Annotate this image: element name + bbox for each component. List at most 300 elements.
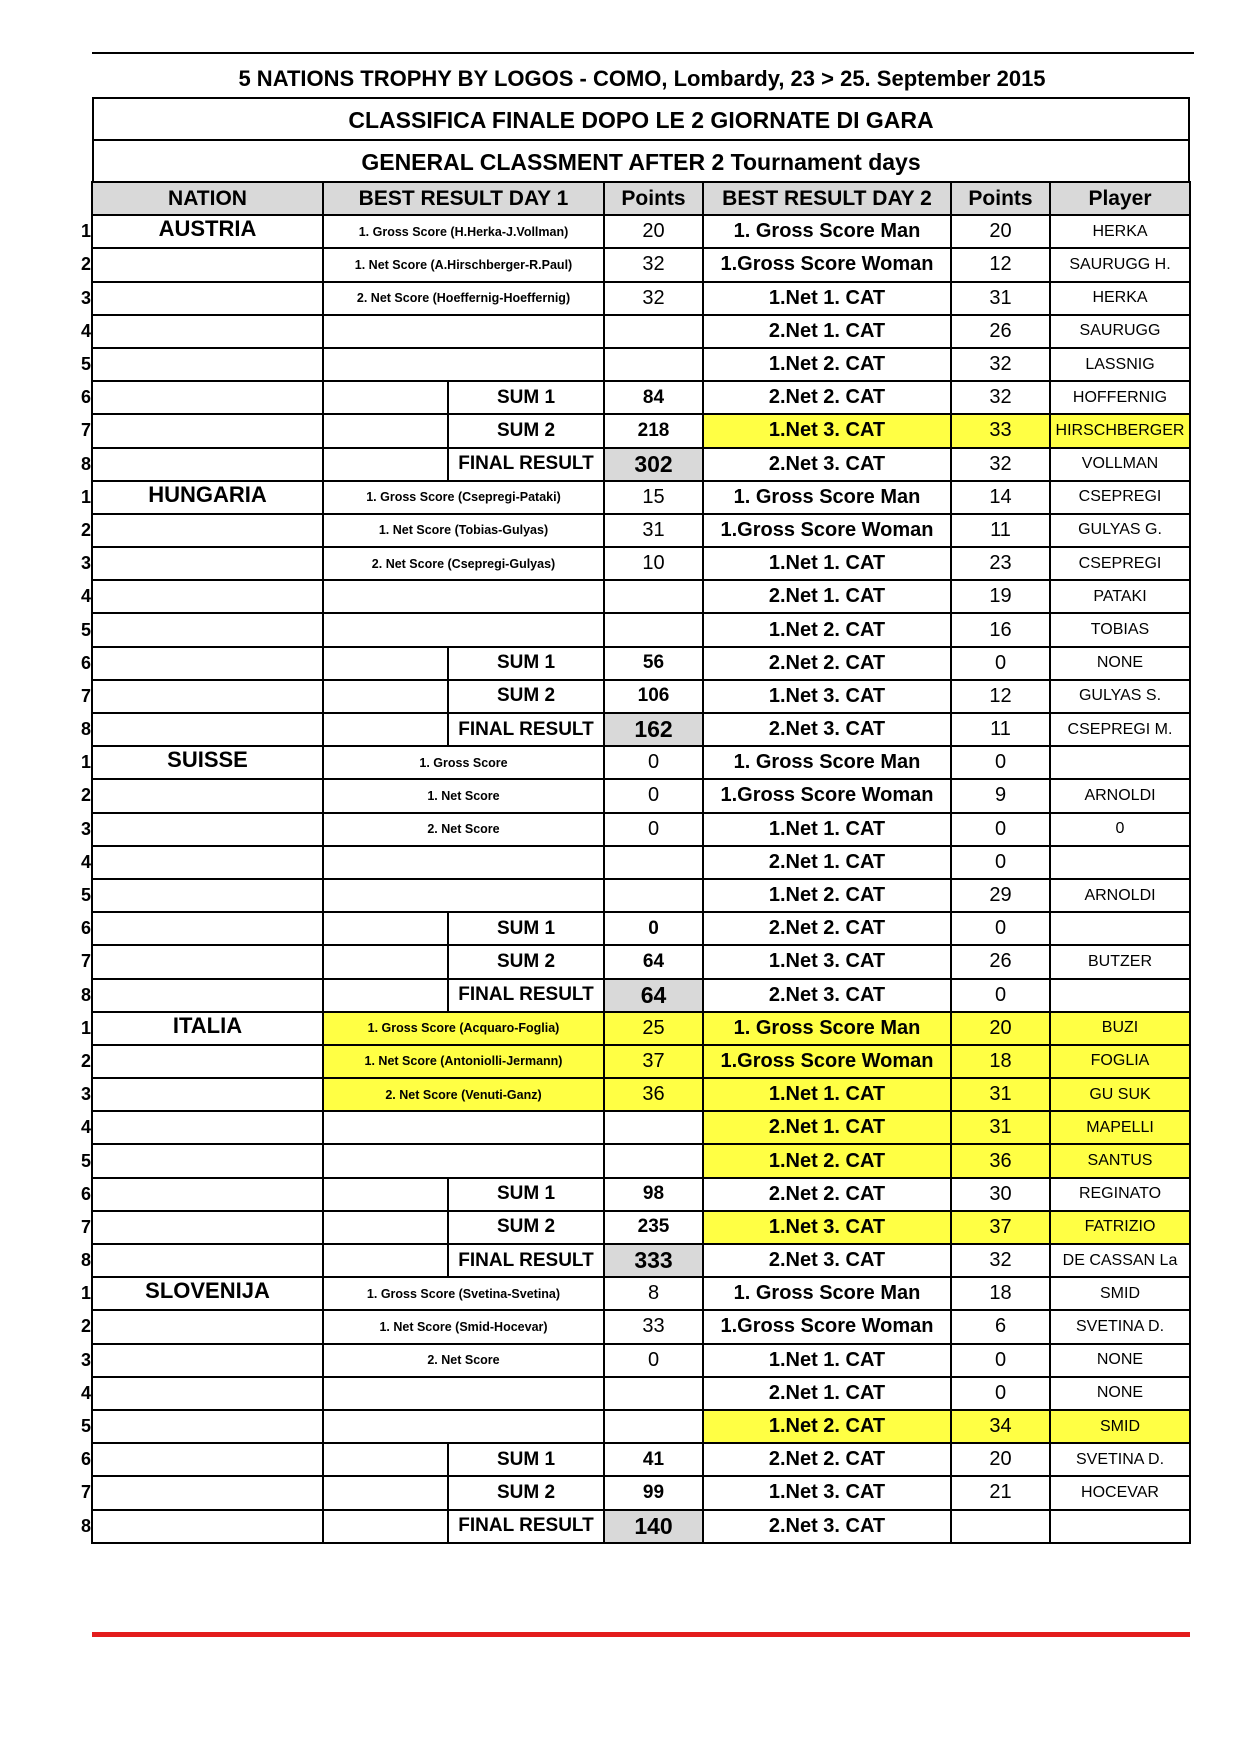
day2-result-label: 1.Net 2. CAT <box>703 1410 951 1443</box>
row-number: 2 <box>80 1316 91 1337</box>
player-name: SAURUGG H. <box>1050 248 1190 281</box>
day2-result-label: 1.Net 1. CAT <box>703 282 951 315</box>
nation-cell-empty <box>92 248 323 281</box>
player-name: HERKA <box>1050 282 1190 315</box>
day2-points: 11 <box>951 514 1050 547</box>
day1-empty <box>323 348 604 381</box>
table-row <box>60 680 1190 713</box>
nation-name: ITALIA <box>92 1012 323 1045</box>
day2-result-label: 1.Net 1. CAT <box>703 547 951 580</box>
sum-value: 98 <box>604 1178 703 1211</box>
sum-label: SUM 1 <box>448 381 604 414</box>
day1-points: 0 <box>604 813 703 846</box>
day2-points: 0 <box>951 912 1050 945</box>
row-number: 5 <box>80 619 91 640</box>
sum-label: SUM 2 <box>448 945 604 978</box>
final-result-label: FINAL RESULT <box>448 979 604 1012</box>
day1-points: 25 <box>604 1012 703 1045</box>
row-number: 8 <box>80 1515 91 1536</box>
sum-value: 218 <box>604 414 703 447</box>
row-number: 8 <box>80 719 91 740</box>
day1-empty <box>323 580 604 613</box>
player-name: CSEPREGI <box>1050 547 1190 580</box>
nation-name: AUSTRIA <box>92 215 323 248</box>
day2-result-label: 2.Net 2. CAT <box>703 1178 951 1211</box>
day1-points-empty <box>604 1377 703 1410</box>
day1-points: 0 <box>604 779 703 812</box>
page-title: 5 NATIONS TROPHY BY LOGOS - COMO, Lombardy, 23 > 25. September 2015 <box>238 66 1046 91</box>
day1-spacer <box>323 381 448 414</box>
table-row <box>60 1443 1190 1476</box>
table-row <box>60 1277 1190 1310</box>
day1-empty <box>323 1410 604 1443</box>
nation-cell-empty <box>92 647 323 680</box>
nation-cell-empty <box>92 1045 323 1078</box>
day2-points: 12 <box>951 248 1050 281</box>
day1-points-empty <box>604 613 703 646</box>
day1-points-empty <box>604 348 703 381</box>
nation-cell-empty <box>92 613 323 646</box>
table-row <box>60 1244 1190 1277</box>
day2-points: 0 <box>951 1377 1050 1410</box>
day2-points: 0 <box>951 813 1050 846</box>
day1-spacer <box>323 647 448 680</box>
sum-value: 235 <box>604 1211 703 1244</box>
day2-points: 20 <box>951 1012 1050 1045</box>
day2-points: 21 <box>951 1476 1050 1509</box>
subtitle-english: GENERAL CLASSMENT AFTER 2 Tournament days <box>92 139 1190 181</box>
player-name: FATRIZIO <box>1050 1211 1190 1244</box>
player-name <box>1050 1510 1190 1543</box>
player-name: NONE <box>1050 647 1190 680</box>
day2-result-label: 2.Net 2. CAT <box>703 647 951 680</box>
table-row <box>60 448 1190 481</box>
table-row <box>60 1410 1190 1443</box>
table-row <box>60 746 1190 779</box>
table-row <box>60 879 1190 912</box>
day2-points: 20 <box>951 215 1050 248</box>
row-number: 4 <box>80 1117 91 1138</box>
day1-spacer <box>323 1510 448 1543</box>
nation-cell-empty <box>92 1377 323 1410</box>
table-row <box>60 713 1190 746</box>
header-player: Player <box>1050 182 1190 215</box>
day2-points: 32 <box>951 381 1050 414</box>
day1-result-label: 1. Gross Score (Acquaro-Foglia) <box>323 1012 604 1045</box>
day2-points <box>951 1510 1050 1543</box>
day2-points: 0 <box>951 746 1050 779</box>
player-name: BUTZER <box>1050 945 1190 978</box>
day2-points: 18 <box>951 1045 1050 1078</box>
day1-empty <box>323 1377 604 1410</box>
day1-spacer <box>323 448 448 481</box>
player-name: SANTUS <box>1050 1144 1190 1177</box>
day2-result-label: 1.Net 3. CAT <box>703 1476 951 1509</box>
row-number: 8 <box>80 984 91 1005</box>
top-rule <box>92 52 1194 54</box>
header-best-day2: BEST RESULT DAY 2 <box>703 182 951 215</box>
day1-spacer <box>323 1178 448 1211</box>
row-number: 5 <box>80 1416 91 1437</box>
day1-points: 32 <box>604 282 703 315</box>
day2-points: 31 <box>951 1078 1050 1111</box>
player-name: HOFFERNIG <box>1050 381 1190 414</box>
day2-points: 0 <box>951 647 1050 680</box>
sum-label: SUM 2 <box>448 1476 604 1509</box>
table-row <box>60 1144 1190 1177</box>
day2-result-label: 1.Net 1. CAT <box>703 1344 951 1377</box>
row-number: 5 <box>80 885 91 906</box>
player-name: HIRSCHBERGER <box>1050 414 1190 447</box>
nation-cell-empty <box>92 547 323 580</box>
row-number: 6 <box>80 387 91 408</box>
day1-result-label: 1. Net Score (Antoniolli-Jermann) <box>323 1045 604 1078</box>
nation-cell-empty <box>92 813 323 846</box>
day2-result-label: 1.Gross Score Woman <box>703 779 951 812</box>
row-number: 3 <box>80 818 91 839</box>
table-row <box>60 547 1190 580</box>
day2-points: 6 <box>951 1310 1050 1343</box>
nation-cell-empty <box>92 1510 323 1543</box>
day1-empty <box>323 846 604 879</box>
player-name <box>1050 846 1190 879</box>
player-name: GULYAS S. <box>1050 680 1190 713</box>
day1-result-label: 2. Net Score <box>323 1344 604 1377</box>
table-row <box>60 1377 1190 1410</box>
day1-spacer <box>323 414 448 447</box>
day2-result-label: 1.Gross Score Woman <box>703 1045 951 1078</box>
day2-points: 23 <box>951 547 1050 580</box>
day2-points: 31 <box>951 1111 1050 1144</box>
table-row <box>60 1476 1190 1509</box>
sum-value: 41 <box>604 1443 703 1476</box>
day1-points: 15 <box>604 481 703 514</box>
player-name: SMID <box>1050 1410 1190 1443</box>
day1-result-label: 2. Net Score <box>323 813 604 846</box>
day2-result-label: 1.Net 2. CAT <box>703 613 951 646</box>
nation-cell-empty <box>92 912 323 945</box>
day1-result-label: 1. Net Score (Smid-Hocevar) <box>323 1310 604 1343</box>
nation-cell-empty <box>92 580 323 613</box>
day2-result-label: 1.Net 2. CAT <box>703 348 951 381</box>
sum-value: 99 <box>604 1476 703 1509</box>
day1-result-label: 1. Gross Score (Csepregi-Pataki) <box>323 481 604 514</box>
header-best-day1: BEST RESULT DAY 1 <box>323 182 604 215</box>
final-result-label: FINAL RESULT <box>448 1510 604 1543</box>
day1-points-empty <box>604 879 703 912</box>
row-number: 1 <box>80 1283 91 1304</box>
day2-points: 32 <box>951 348 1050 381</box>
row-number: 3 <box>80 1084 91 1105</box>
day2-points: 31 <box>951 282 1050 315</box>
table-row <box>60 912 1190 945</box>
player-name: GULYAS G. <box>1050 514 1190 547</box>
day2-points: 26 <box>951 315 1050 348</box>
row-number: 7 <box>80 951 91 972</box>
row-number: 5 <box>80 1150 91 1171</box>
day1-spacer <box>323 680 448 713</box>
classification-table <box>60 181 1191 1544</box>
day2-result-label: 1. Gross Score Man <box>703 215 951 248</box>
row-number: 6 <box>80 652 91 673</box>
player-name: VOLLMAN <box>1050 448 1190 481</box>
day2-points: 19 <box>951 580 1050 613</box>
row-number: 4 <box>80 851 91 872</box>
row-number: 8 <box>80 453 91 474</box>
nation-name: SUISSE <box>92 746 323 779</box>
day2-result-label: 2.Net 2. CAT <box>703 1443 951 1476</box>
table-row <box>60 348 1190 381</box>
day2-result-label: 1.Net 3. CAT <box>703 945 951 978</box>
header-nation: NATION <box>92 182 323 215</box>
day1-points: 32 <box>604 248 703 281</box>
header-row <box>60 182 1190 215</box>
table-row <box>60 514 1190 547</box>
nation-cell-empty <box>92 713 323 746</box>
day1-points: 33 <box>604 1310 703 1343</box>
player-name: FOGLIA <box>1050 1045 1190 1078</box>
player-name: NONE <box>1050 1377 1190 1410</box>
day2-points: 29 <box>951 879 1050 912</box>
final-result-label: FINAL RESULT <box>448 713 604 746</box>
player-name: ARNOLDI <box>1050 879 1190 912</box>
row-number: 2 <box>80 1050 91 1071</box>
day1-empty <box>323 1111 604 1144</box>
final-result-label: FINAL RESULT <box>448 1244 604 1277</box>
day1-empty <box>323 315 604 348</box>
table-row <box>60 1178 1190 1211</box>
sum-value: 0 <box>604 912 703 945</box>
day2-result-label: 2.Net 1. CAT <box>703 315 951 348</box>
day2-result-label: 1.Net 1. CAT <box>703 1078 951 1111</box>
day2-result-label: 2.Net 1. CAT <box>703 1111 951 1144</box>
table-row <box>60 381 1190 414</box>
day1-points: 37 <box>604 1045 703 1078</box>
day1-spacer <box>323 1476 448 1509</box>
table-body <box>60 215 1190 1543</box>
day1-spacer <box>323 945 448 978</box>
row-number: 3 <box>80 553 91 574</box>
player-name: BUZI <box>1050 1012 1190 1045</box>
day2-result-label: 1. Gross Score Man <box>703 746 951 779</box>
day1-points-empty <box>604 580 703 613</box>
day1-points: 0 <box>604 1344 703 1377</box>
day1-result-label: 1. Gross Score <box>323 746 604 779</box>
nation-cell-empty <box>92 1310 323 1343</box>
day1-empty <box>323 1144 604 1177</box>
nation-cell-empty <box>92 414 323 447</box>
player-name: TOBIAS <box>1050 613 1190 646</box>
day1-empty <box>323 613 604 646</box>
day2-result-label: 2.Net 2. CAT <box>703 381 951 414</box>
table-row <box>60 813 1190 846</box>
sum-label: SUM 2 <box>448 1211 604 1244</box>
player-name: GU SUK <box>1050 1078 1190 1111</box>
row-number: 1 <box>80 752 91 773</box>
day2-points: 12 <box>951 680 1050 713</box>
table-row <box>60 1310 1190 1343</box>
day2-points: 0 <box>951 979 1050 1012</box>
table-row <box>60 481 1190 514</box>
nation-cell-empty <box>92 1476 323 1509</box>
table-row <box>60 945 1190 978</box>
day1-result-label: 1. Net Score (Tobias-Gulyas) <box>323 514 604 547</box>
table-row <box>60 414 1190 447</box>
table-row <box>60 647 1190 680</box>
nation-cell-empty <box>92 945 323 978</box>
table-row <box>60 1045 1190 1078</box>
day1-spacer <box>323 1211 448 1244</box>
day2-points: 18 <box>951 1277 1050 1310</box>
nation-cell-empty <box>92 1111 323 1144</box>
day1-points: 8 <box>604 1277 703 1310</box>
day2-result-label: 1.Net 1. CAT <box>703 813 951 846</box>
day1-spacer <box>323 979 448 1012</box>
bottom-red-rule <box>92 1632 1190 1637</box>
player-name: HERKA <box>1050 215 1190 248</box>
nation-cell-empty <box>92 879 323 912</box>
day2-points: 30 <box>951 1178 1050 1211</box>
day2-points: 36 <box>951 1144 1050 1177</box>
day2-points: 0 <box>951 1344 1050 1377</box>
day2-result-label: 1.Net 3. CAT <box>703 1211 951 1244</box>
nation-cell-empty <box>92 779 323 812</box>
day1-result-label: 1. Gross Score (H.Herka-J.Vollman) <box>323 215 604 248</box>
day2-result-label: 1.Gross Score Woman <box>703 1310 951 1343</box>
row-number: 3 <box>80 287 91 308</box>
final-result-label: FINAL RESULT <box>448 448 604 481</box>
day2-result-label: 2.Net 1. CAT <box>703 1377 951 1410</box>
day2-result-label: 1. Gross Score Man <box>703 481 951 514</box>
day2-result-label: 2.Net 3. CAT <box>703 1510 951 1543</box>
day2-result-label: 1.Net 3. CAT <box>703 414 951 447</box>
day2-result-label: 2.Net 1. CAT <box>703 580 951 613</box>
day1-points-empty <box>604 1144 703 1177</box>
player-name: NONE <box>1050 1344 1190 1377</box>
day2-result-label: 2.Net 1. CAT <box>703 846 951 879</box>
sum-value: 106 <box>604 680 703 713</box>
sum-value: 64 <box>604 945 703 978</box>
day2-result-label: 2.Net 3. CAT <box>703 979 951 1012</box>
nation-cell-empty <box>92 1344 323 1377</box>
sum-value: 84 <box>604 381 703 414</box>
day1-points: 36 <box>604 1078 703 1111</box>
nation-cell-empty <box>92 315 323 348</box>
player-name: MAPELLI <box>1050 1111 1190 1144</box>
row-number: 4 <box>80 1382 91 1403</box>
sum-label: SUM 1 <box>448 647 604 680</box>
table-row <box>60 613 1190 646</box>
table-row <box>60 1012 1190 1045</box>
table-row <box>60 846 1190 879</box>
day1-points-empty <box>604 315 703 348</box>
sum-label: SUM 2 <box>448 680 604 713</box>
final-result-value: 64 <box>604 979 703 1012</box>
day1-points: 10 <box>604 547 703 580</box>
day2-result-label: 1.Net 2. CAT <box>703 1144 951 1177</box>
day1-points-empty <box>604 1410 703 1443</box>
day1-points: 0 <box>604 746 703 779</box>
player-name <box>1050 746 1190 779</box>
day2-points: 34 <box>951 1410 1050 1443</box>
day2-result-label: 1. Gross Score Man <box>703 1012 951 1045</box>
row-number: 4 <box>80 586 91 607</box>
table-row <box>60 1510 1190 1543</box>
day2-points: 11 <box>951 713 1050 746</box>
row-number: 2 <box>80 519 91 540</box>
final-result-value: 333 <box>604 1244 703 1277</box>
day2-points: 26 <box>951 945 1050 978</box>
day1-spacer <box>323 1443 448 1476</box>
player-name: REGINATO <box>1050 1178 1190 1211</box>
day2-result-label: 2.Net 3. CAT <box>703 448 951 481</box>
nation-cell-empty <box>92 1144 323 1177</box>
player-name: PATAKI <box>1050 580 1190 613</box>
table-row <box>60 779 1190 812</box>
nation-cell-empty <box>92 381 323 414</box>
table-row <box>60 1344 1190 1377</box>
player-name: SAURUGG <box>1050 315 1190 348</box>
row-number: 1 <box>80 221 91 242</box>
day1-points: 20 <box>604 215 703 248</box>
row-number: 8 <box>80 1250 91 1271</box>
day2-result-label: 2.Net 3. CAT <box>703 713 951 746</box>
row-number: 6 <box>80 1449 91 1470</box>
row-number: 1 <box>80 486 91 507</box>
nation-cell-empty <box>92 1443 323 1476</box>
day1-spacer <box>323 713 448 746</box>
sum-value: 56 <box>604 647 703 680</box>
day2-points: 32 <box>951 1244 1050 1277</box>
player-name <box>1050 979 1190 1012</box>
player-name: DE CASSAN La <box>1050 1244 1190 1277</box>
sum-label: SUM 1 <box>448 912 604 945</box>
nation-cell-empty <box>92 1178 323 1211</box>
nation-cell-empty <box>92 1078 323 1111</box>
row-number: 3 <box>80 1349 91 1370</box>
day2-points: 9 <box>951 779 1050 812</box>
day1-result-label: 1. Gross Score (Svetina-Svetina) <box>323 1277 604 1310</box>
day1-result-label: 2. Net Score (Csepregi-Gulyas) <box>323 547 604 580</box>
nation-cell-empty <box>92 846 323 879</box>
day1-empty <box>323 879 604 912</box>
row-number: 5 <box>80 354 91 375</box>
player-name <box>1050 912 1190 945</box>
nation-cell-empty <box>92 680 323 713</box>
nation-cell-empty <box>92 448 323 481</box>
row-number: 7 <box>80 685 91 706</box>
day2-points: 14 <box>951 481 1050 514</box>
table-row <box>60 1211 1190 1244</box>
day2-points: 32 <box>951 448 1050 481</box>
player-name: CSEPREGI M. <box>1050 713 1190 746</box>
day2-result-label: 2.Net 2. CAT <box>703 912 951 945</box>
row-number: 2 <box>80 785 91 806</box>
day2-points: 33 <box>951 414 1050 447</box>
player-name: CSEPREGI <box>1050 481 1190 514</box>
day2-points: 20 <box>951 1443 1050 1476</box>
day2-result-label: 1.Gross Score Woman <box>703 514 951 547</box>
row-number: 7 <box>80 420 91 441</box>
final-result-value: 162 <box>604 713 703 746</box>
player-name: LASSNIG <box>1050 348 1190 381</box>
day1-result-label: 2. Net Score (Hoeffernig-Hoeffernig) <box>323 282 604 315</box>
day2-points: 0 <box>951 846 1050 879</box>
day2-result-label: 1.Net 3. CAT <box>703 680 951 713</box>
day1-result-label: 1. Net Score <box>323 779 604 812</box>
row-number: 2 <box>80 254 91 275</box>
table-row <box>60 248 1190 281</box>
